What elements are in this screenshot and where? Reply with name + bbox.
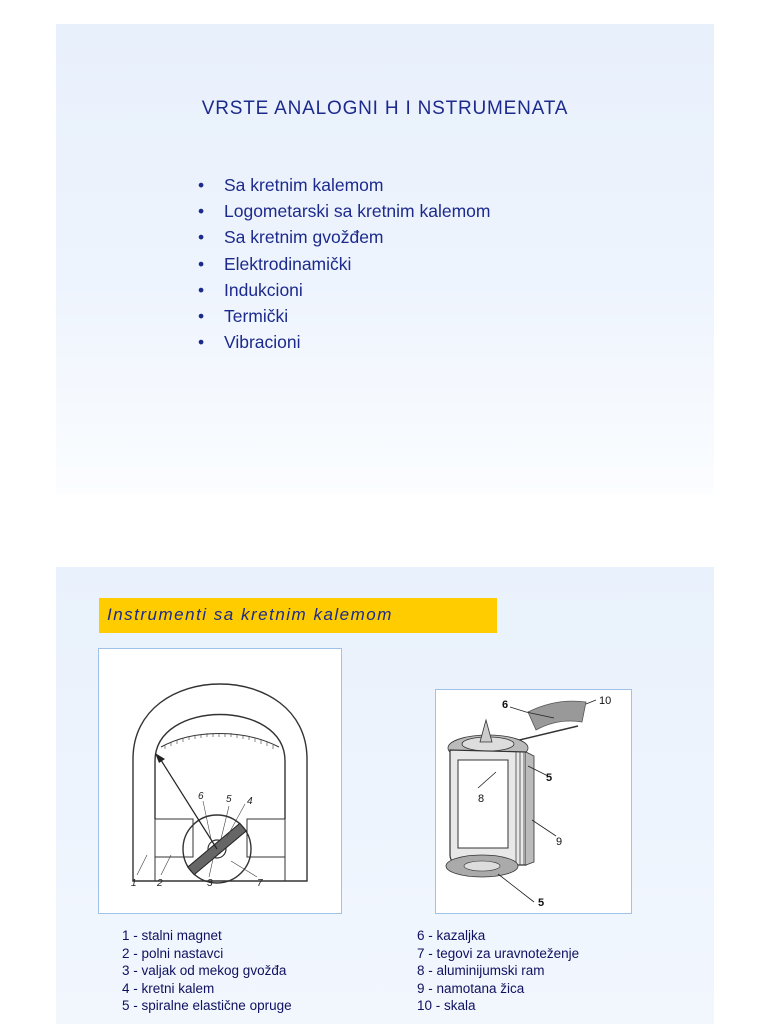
slide-1 [56,24,714,494]
bullet-icon: • [198,175,205,195]
legend-item: 7 - tegovi za uravnoteženje [417,945,580,961]
list-item: • Elektrodinamički [198,251,490,277]
list-item: • Termički [198,303,490,329]
legend-item: 1 - stalni magnet [122,928,222,943]
figure-label: 1 [131,878,137,889]
legend-right [417,927,579,1015]
figure-label: 6 [502,699,509,711]
bullet-icon: • [198,332,205,353]
figure-label: 6 [198,791,204,802]
list-item: • Sa kretnim kalemom [198,172,490,198]
figure-label: 9 [556,836,563,848]
bullet-icon: • [198,279,205,300]
legend-item: 8 - aluminijumski ram [417,963,545,979]
figure-label: 5 [538,897,545,909]
figure-label: 8 [478,793,485,805]
figure-label: 5 [546,772,553,784]
section-heading: Instrumenti sa kretnim kalemom [107,605,393,624]
slide-2 [56,567,714,1024]
figure-label: 10 [599,695,612,707]
bullet-icon: • [198,306,205,327]
figure-label: 4 [247,796,253,807]
list-item: • Logometarski sa kretnim kalemom [198,198,490,224]
list-item: • Sa kretnim gvožđem [198,224,490,250]
bullet-icon: • [198,227,205,248]
legend-item: 10 - skala [417,998,476,1014]
slide-title: VRSTE ANALOGNI H I NSTRUMENATA [201,98,569,119]
bullet-icon: • [198,201,205,222]
list-item: • Vibracioni [198,329,490,355]
figure-label: 5 [226,794,232,805]
legend-left [122,927,292,1015]
figure-label: 7 [257,878,263,889]
figure-label: 2 [157,878,163,889]
legend-item: 2 - polni nastavci [122,945,224,961]
legend-item: 9 - namotana žica [417,980,525,996]
instrument-types-list [198,172,490,355]
legend-item: 6 - kazaljka [417,928,486,943]
bullet-icon: • [198,253,205,274]
legend-item: 4 - kretni kalem [122,980,215,996]
list-item: • Indukcioni [198,277,490,303]
legend-item: 5 - spiralne elastične opruge [122,998,292,1014]
moving-coil-drawing [99,649,341,913]
coil-frame-diagram [435,689,632,914]
legend-item: 3 - valjak od mekog gvožđa [122,963,287,979]
section-heading-banner [99,598,497,633]
figure-label: 3 [207,878,213,889]
moving-coil-diagram [98,648,342,914]
coil-frame-drawing [436,690,631,913]
